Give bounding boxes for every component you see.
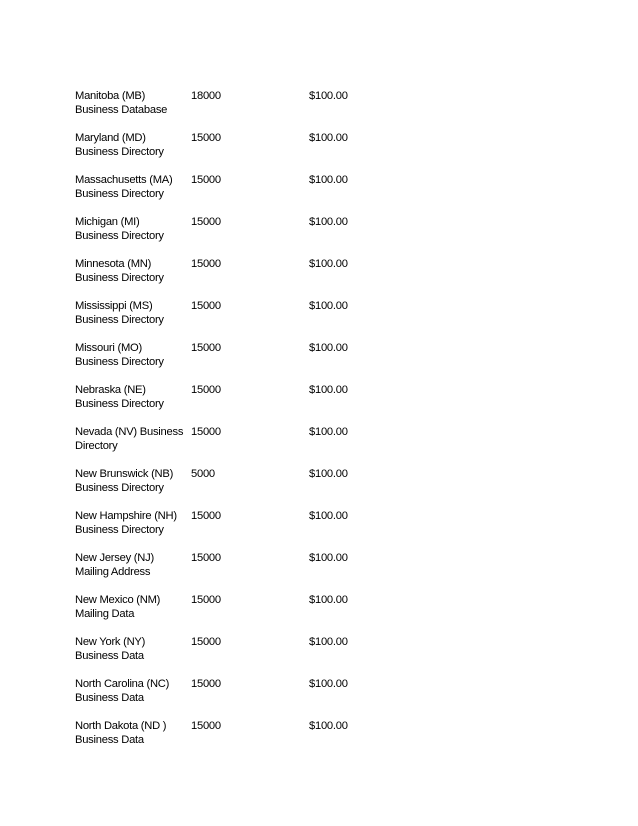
record-count-cell: 15000 (191, 174, 221, 186)
record-count-cell: 15000 (191, 552, 221, 564)
database-name-cell (75, 635, 185, 663)
database-name-line-2: Business Directory (75, 356, 164, 368)
database-name-line-1: New Mexico (NM) (75, 594, 161, 606)
listing-table (75, 89, 495, 761)
record-count-cell: 15000 (191, 594, 221, 606)
database-name-line-1: North Carolina (NC) (75, 678, 170, 690)
price-cell: $100.00 (309, 384, 348, 396)
record-count-cell: 18000 (191, 90, 221, 102)
database-name-cell (75, 593, 185, 621)
database-name-cell (75, 509, 185, 537)
database-name-line-2: Business Data (75, 692, 144, 704)
database-name-line-2: Directory (75, 440, 118, 452)
price-cell: $100.00 (309, 636, 348, 648)
record-count-cell: 15000 (191, 426, 221, 438)
table-row (75, 299, 495, 341)
record-count-cell: 15000 (191, 720, 221, 732)
database-name-line-2: Business Directory (75, 524, 164, 536)
table-row (75, 551, 495, 593)
table-row (75, 215, 495, 257)
price-cell: $100.00 (309, 342, 348, 354)
database-name-cell (75, 257, 185, 285)
database-name-line-2: Business Directory (75, 398, 164, 410)
record-count-cell: 15000 (191, 216, 221, 228)
price-cell: $100.00 (309, 468, 348, 480)
database-name-line-1: North Dakota (ND ) (75, 720, 167, 732)
database-name-line-2: Mailing Address (75, 566, 151, 578)
price-cell: $100.00 (309, 258, 348, 270)
record-count-cell: 15000 (191, 132, 221, 144)
database-name-line-1: New Hampshire (NH) (75, 510, 177, 522)
database-name-line-2: Business Data (75, 734, 144, 746)
database-name-line-2: Business Directory (75, 230, 164, 242)
price-cell: $100.00 (309, 678, 348, 690)
database-name-line-1: Missouri (MO) (75, 342, 142, 354)
database-name-line-1: Michigan (MI) (75, 216, 140, 228)
database-name-cell (75, 677, 185, 705)
database-name-line-1: Minnesota (MN) (75, 258, 152, 270)
database-name-cell (75, 299, 185, 327)
price-cell: $100.00 (309, 426, 348, 438)
table-row (75, 173, 495, 215)
table-row (75, 383, 495, 425)
database-name-line-2: Business Directory (75, 314, 164, 326)
database-name-cell (75, 425, 185, 453)
database-name-line-2: Business Directory (75, 146, 164, 158)
price-cell: $100.00 (309, 720, 348, 732)
table-row (75, 467, 495, 509)
database-name-cell (75, 131, 185, 159)
database-name-cell (75, 173, 185, 201)
database-name-line-2: Business Directory (75, 188, 164, 200)
database-name-line-2: Mailing Data (75, 608, 135, 620)
table-row (75, 341, 495, 383)
price-cell: $100.00 (309, 174, 348, 186)
record-count-cell: 15000 (191, 678, 221, 690)
price-cell: $100.00 (309, 510, 348, 522)
database-name-cell (75, 341, 185, 369)
table-row (75, 593, 495, 635)
table-row (75, 677, 495, 719)
table-row (75, 425, 495, 467)
database-name-cell (75, 719, 185, 747)
table-row (75, 257, 495, 299)
table-row (75, 509, 495, 551)
price-cell: $100.00 (309, 300, 348, 312)
database-name-line-2: Business Directory (75, 482, 164, 494)
database-name-line-2: Business Directory (75, 272, 164, 284)
database-name-line-1: Nebraska (NE) (75, 384, 146, 396)
database-name-cell (75, 551, 185, 579)
database-name-line-1: New Jersey (NJ) (75, 552, 154, 564)
record-count-cell: 15000 (191, 300, 221, 312)
database-name-line-1: Massachusetts (MA) (75, 174, 173, 186)
table-row (75, 89, 495, 131)
database-name-line-1: Manitoba (MB) (75, 90, 146, 102)
price-cell: $100.00 (309, 90, 348, 102)
database-name-line-1: Mississippi (MS) (75, 300, 153, 312)
table-row (75, 719, 495, 761)
database-name-line-1: Maryland (MD) (75, 132, 146, 144)
record-count-cell: 5000 (191, 468, 215, 480)
table-row (75, 635, 495, 677)
table-row (75, 131, 495, 173)
price-cell: $100.00 (309, 216, 348, 228)
record-count-cell: 15000 (191, 342, 221, 354)
price-cell: $100.00 (309, 552, 348, 564)
record-count-cell: 15000 (191, 258, 221, 270)
database-name-cell (75, 89, 185, 117)
database-name-line-1: New York (NY) (75, 636, 146, 648)
database-name-line-1: New Brunswick (NB) (75, 468, 174, 480)
price-cell: $100.00 (309, 132, 348, 144)
record-count-cell: 15000 (191, 384, 221, 396)
database-name-cell (75, 383, 185, 411)
database-name-line-2: Business Database (75, 104, 168, 116)
database-name-cell (75, 467, 185, 495)
database-name-line-1: Nevada (NV) Business (75, 426, 184, 438)
database-name-line-2: Business Data (75, 650, 144, 662)
record-count-cell: 15000 (191, 636, 221, 648)
record-count-cell: 15000 (191, 510, 221, 522)
price-cell: $100.00 (309, 594, 348, 606)
database-name-cell (75, 215, 185, 243)
